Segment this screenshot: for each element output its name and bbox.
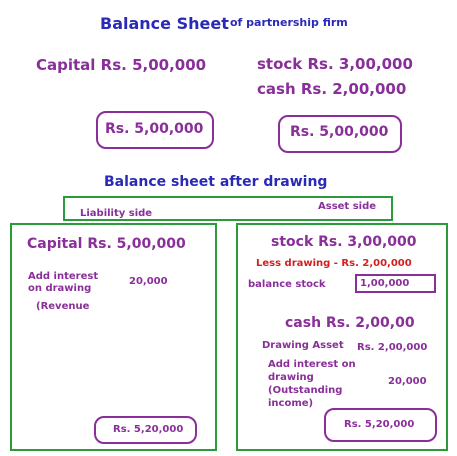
- right-balance-stock-label: balance stock: [248, 279, 326, 290]
- left-add-interest-line2: on drawing: [28, 283, 92, 294]
- left-add-interest-line1: Add interest: [28, 271, 99, 282]
- right-add-interest-line3: (Outstanding: [268, 385, 343, 396]
- right-cash: cash Rs. 2,00,00: [285, 315, 415, 331]
- right-less-drawing: Less drawing - Rs. 2,00,000: [256, 258, 412, 269]
- page-title: Balance Sheet: [100, 14, 229, 33]
- right-add-interest-value: 20,000: [388, 376, 427, 387]
- liability-side-label: Liability side: [80, 208, 153, 219]
- after-drawing-title: Balance sheet after drawing: [104, 174, 328, 190]
- left-add-interest-value: 20,000: [129, 276, 168, 287]
- left-capital: Capital Rs. 5,00,000: [27, 236, 186, 252]
- top-cash: cash Rs. 2,00,000: [257, 80, 407, 98]
- top-stock: stock Rs. 3,00,000: [257, 55, 413, 73]
- top-left-total: Rs. 5,00,000: [105, 121, 204, 137]
- right-add-interest-line1: Add interest on: [268, 359, 356, 370]
- asset-side-label: Asset side: [318, 201, 377, 212]
- left-total: Rs. 5,20,000: [113, 424, 184, 435]
- top-right-total: Rs. 5,00,000: [290, 124, 389, 140]
- right-add-interest-line4: income): [268, 398, 314, 409]
- right-total: Rs. 5,20,000: [344, 419, 415, 430]
- right-add-interest-line2: drawing: [268, 372, 314, 383]
- page-subtitle: of partnership firm: [230, 16, 348, 29]
- right-balance-stock-value: 1,00,000: [360, 278, 410, 289]
- top-capital: Capital Rs. 5,00,000: [36, 56, 207, 74]
- left-revenue-note: (Revenue: [36, 301, 90, 312]
- right-stock: stock Rs. 3,00,000: [271, 234, 417, 250]
- right-drawing-asset-label: Drawing Asset: [262, 340, 344, 351]
- right-drawing-asset-value: Rs. 2,00,000: [357, 342, 428, 353]
